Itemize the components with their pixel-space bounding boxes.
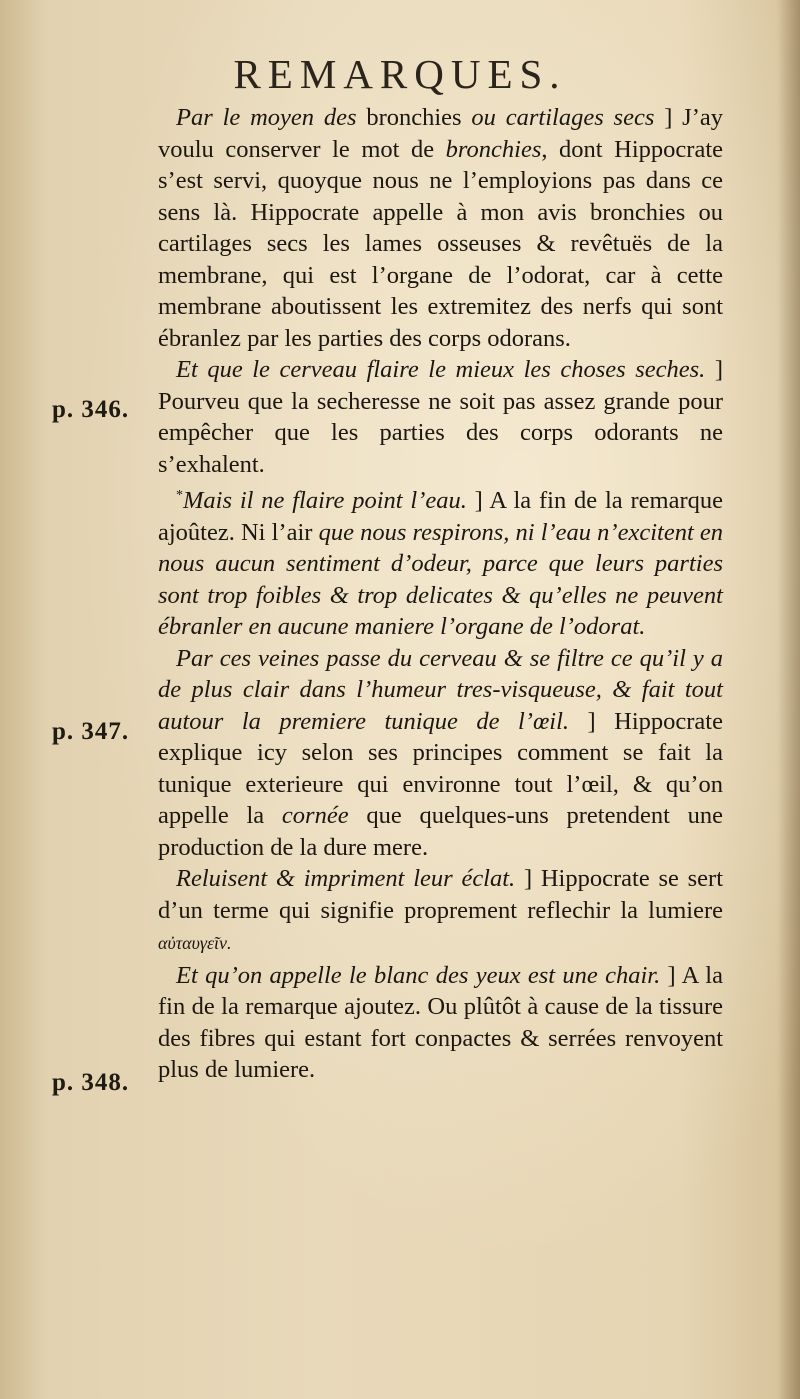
lemma: Reluisent & impriment leur éclat. bbox=[176, 865, 516, 893]
lemma: Par ces veines passe du cerveau & se filtre ce qu’il y a de plus clair dans l’humeur tres-visqueuse, & fait tout autour la premiere tunique de l’œil. bbox=[158, 644, 723, 735]
lemma: Par le moyen des bbox=[176, 104, 357, 131]
commentary: ] A la fin de la remarque ajoutez. Ou plûtôt à cause de la tissure des fibres qui estant fort conpactes & serrées renvoyent plus de lumiere. bbox=[158, 961, 723, 1084]
commentary: ] A la fin de la remarque ajoûtez. Ni l’air bbox=[158, 487, 723, 546]
lemma-roman: bronchies bbox=[356, 104, 472, 131]
remark-paragraph bbox=[158, 102, 723, 354]
lemma: Et que le cerveau flaire le mieux les choses seches. bbox=[176, 356, 706, 383]
italic-term: bronchies bbox=[445, 135, 542, 163]
insertion-mark: * bbox=[176, 488, 183, 503]
commentary: que quelques-uns pretendent une production de la dure mere. bbox=[158, 802, 723, 861]
remark-paragraph bbox=[158, 643, 723, 864]
margin-note-346: p. 346. bbox=[52, 396, 130, 423]
italic-addition: que nous respirons, ni l’eau n’excitent en nous aucun sentiment d’odeur, parce que leurs parties sont trop foibles & trop delicates & qu’elles ne peuvent ébranler en aucune maniere l’organe de l’odorat. bbox=[158, 518, 724, 641]
commentary: ] Hippocrate explique icy selon ses principes comment se fait la tunique exterieure qui environne tout l’œil, & qu’on appelle la bbox=[158, 707, 723, 830]
remark-paragraph bbox=[158, 480, 723, 643]
lemma: Mais il ne flaire point l’eau. bbox=[183, 487, 467, 515]
margin-note-347: p. 347. bbox=[52, 718, 130, 745]
lemma: Et qu’on appelle le blanc des yeux est une chair. bbox=[176, 961, 661, 989]
commentary: , dont Hippocrate s’est servi, quoyque nous ne l’employions pas dans ce sens là. Hippocrate appelle à mon avis bronchies ou cartilages secs les lames osseuses & revêtuës de la membrane, qui est l’organe de l’odorat, car à cette membrane aboutissent les extremitez des nerfs qui sont ébranlez par les parties des corps odorans. bbox=[158, 135, 723, 352]
page-header: REMARQUES. bbox=[233, 51, 567, 97]
main-text bbox=[158, 102, 723, 1086]
page-edge-shadow bbox=[778, 0, 800, 1399]
commentary: ] Hippocrate se sert d’un terme qui signifie proprement reflechir la lumiere bbox=[158, 865, 723, 924]
remark-paragraph bbox=[158, 863, 723, 960]
commentary: ] Pourveu que la secheresse ne soit pas assez grande pour empêcher que les parties des corps odorants ne s’exhalent. bbox=[158, 356, 723, 478]
lemma-end: ou cartilages secs bbox=[471, 104, 655, 131]
commentary: ] J’ay voulu conserver le mot de bbox=[158, 104, 723, 163]
italic-term: cornée bbox=[281, 802, 349, 830]
remark-paragraph bbox=[158, 354, 723, 480]
remark-paragraph bbox=[158, 960, 723, 1086]
greek-word: αὐταυγεῖν. bbox=[158, 933, 232, 954]
margin-note-348: p. 348. bbox=[52, 1069, 130, 1096]
